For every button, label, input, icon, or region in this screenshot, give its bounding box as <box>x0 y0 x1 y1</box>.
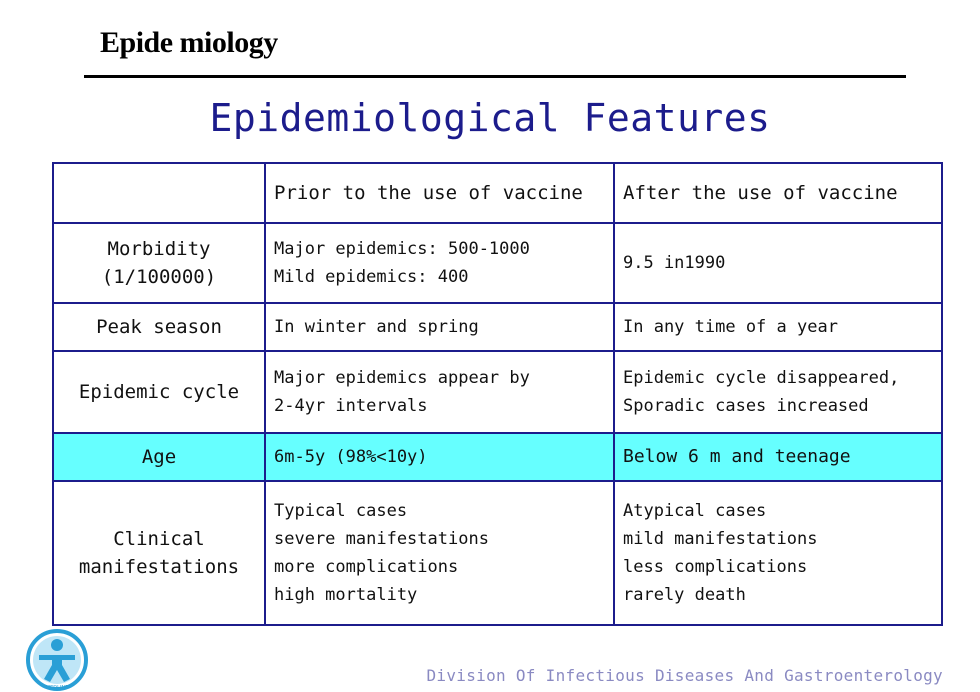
header-cell-prior: Prior to the use of vaccine <box>265 163 614 223</box>
table-row-age <box>53 433 942 481</box>
header-cell-empty <box>53 163 265 223</box>
row-label-line: Morbidity <box>107 238 211 260</box>
cell-line: 6m-5y (98%<10y) <box>274 447 428 467</box>
prior-cell <box>265 223 614 303</box>
cell-line: Epidemic cycle disappeared, <box>623 368 900 388</box>
table-row-morbidity <box>53 223 942 303</box>
cell-line: Sporadic cases increased <box>623 396 869 416</box>
cell-line: mild manifestations <box>623 529 818 549</box>
row-label <box>53 433 265 481</box>
cell-line: Atypical cases <box>623 501 767 521</box>
epidemiology-table <box>52 162 943 626</box>
prior-cell <box>265 351 614 433</box>
cell-line: In any time of a year <box>623 317 838 337</box>
cell-line: Major epidemics appear by <box>274 368 530 388</box>
row-label-line: Clinical <box>113 528 205 550</box>
cell-line: 2-4yr intervals <box>274 396 428 416</box>
footer-division: Division Of Infectious Diseases And Gastroenterology <box>426 666 943 685</box>
after-cell <box>614 433 942 481</box>
row-label-line: Age <box>141 446 177 468</box>
table-row-epidemic-cycle <box>53 351 942 433</box>
row-label-line: manifestations <box>78 556 240 578</box>
after-cell <box>614 351 942 433</box>
section-title: Epide miology <box>100 26 278 59</box>
row-label-line: (1/100000) <box>101 266 217 288</box>
after-cell <box>614 303 942 351</box>
table-row-peak-season <box>53 303 942 351</box>
svg-text:MEDLINE: MEDLINE <box>45 685 69 691</box>
row-label <box>53 223 265 303</box>
prior-cell <box>265 481 614 625</box>
row-label-line: Epidemic cycle <box>78 381 240 403</box>
row-label <box>53 481 265 625</box>
row-label-line: Peak season <box>96 316 222 338</box>
cell-line: Mild epidemics: 400 <box>274 267 469 287</box>
cell-line: In winter and spring <box>274 317 479 337</box>
header-cell-after: After the use of vaccine <box>614 163 942 223</box>
cell-line: rarely death <box>623 585 746 605</box>
after-cell <box>614 481 942 625</box>
cell-line: high mortality <box>274 585 418 605</box>
cell-line: severe manifestations <box>274 529 489 549</box>
row-label <box>53 303 265 351</box>
header-row <box>53 163 942 223</box>
title-rule <box>84 75 906 78</box>
table-row-clinical <box>53 481 942 625</box>
cell-line: 9.5 in1990 <box>623 253 726 273</box>
prior-cell <box>265 303 614 351</box>
cell-line: Below 6 m and teenage <box>623 446 851 467</box>
after-cell <box>614 223 942 303</box>
slide-title: Epidemiological Features <box>209 96 771 140</box>
prior-cell <box>265 433 614 481</box>
cell-line: less complications <box>623 557 808 577</box>
person-badge-icon <box>23 628 91 692</box>
cell-line: more complications <box>274 557 459 577</box>
row-label <box>53 351 265 433</box>
cell-line: Major epidemics: 500-1000 <box>274 239 530 259</box>
cell-line: Typical cases <box>274 501 408 521</box>
